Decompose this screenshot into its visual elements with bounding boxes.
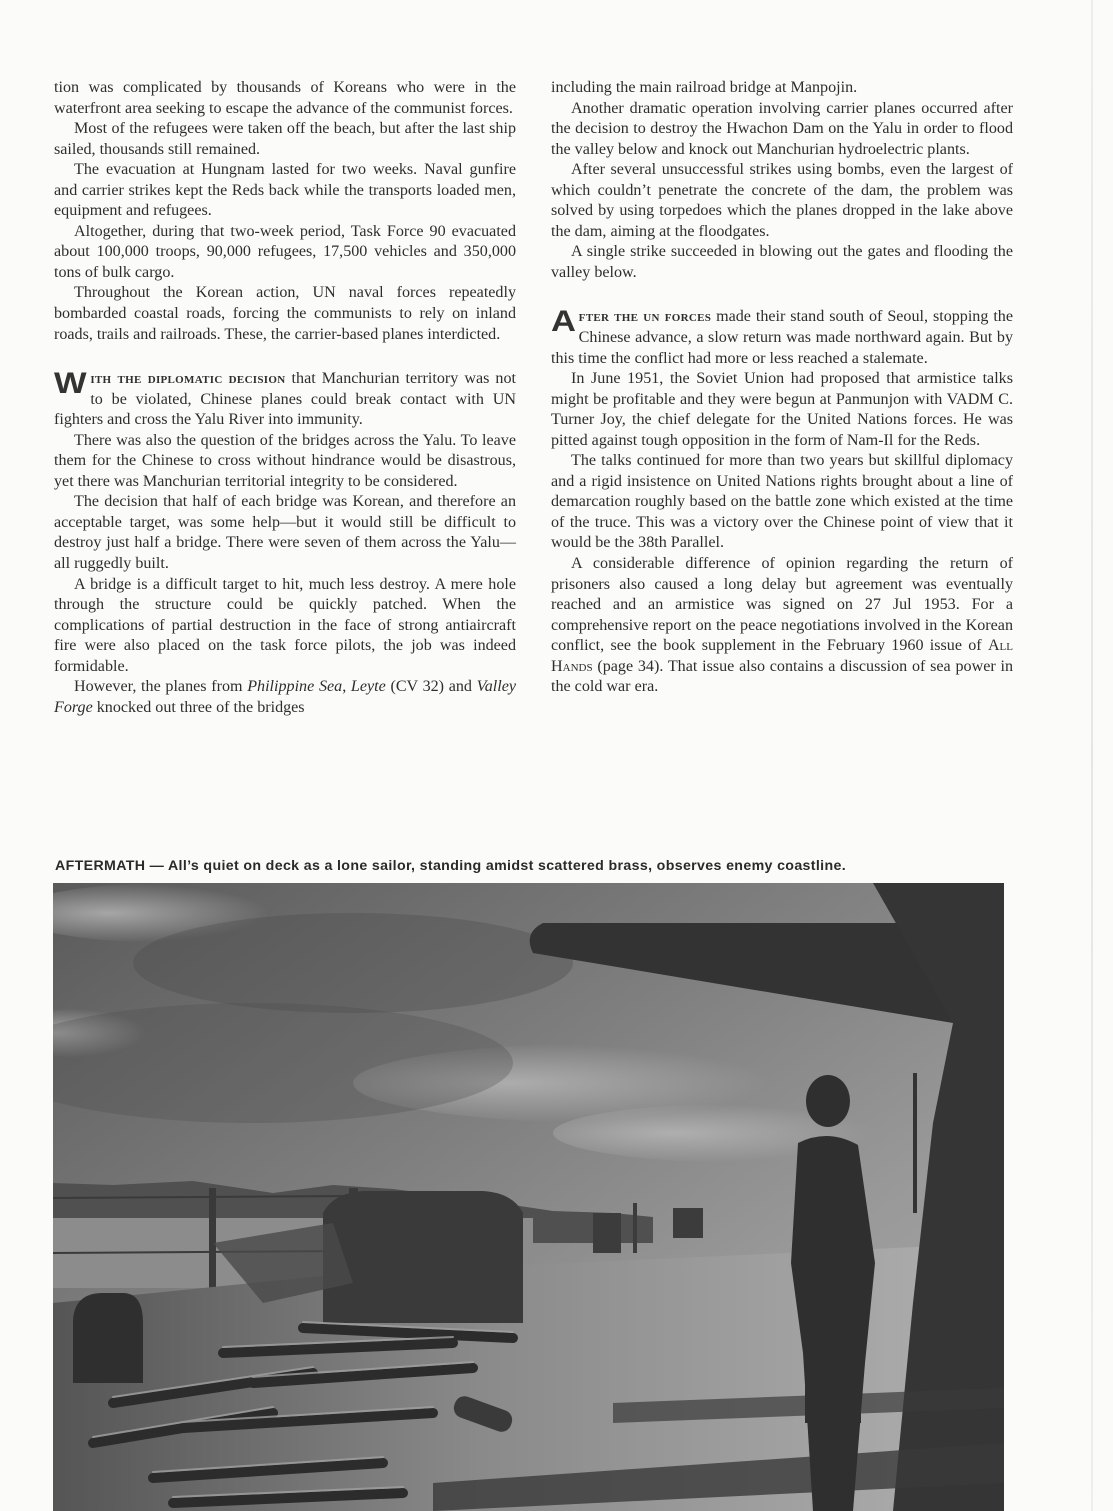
paragraph: The talks continued for more than two years but skillful diplomacy and a rigid insistence on United Nations rights brought about a line of demarcation roughly based on the battle zone which existed at the time of the truce. This was a victory over the Chinese point of view that it would be the 38th Parallel. [551,452,1013,552]
text-run: (page 34). That issue also contains a discussion of sea power in the cold war era. [551,657,1013,696]
ship-name: Philippine Sea [247,678,343,696]
paragraph: including the main railroad bridge at Manpojin. [551,79,858,96]
paragraph: Throughout the Korean action, UN naval forces repeatedly bombarded coastal roads, forcing the communists to rely on inland roads, trails and railroads. These, the carrier-based planes interdicted. [54,284,516,343]
lead-in-text: made their stand south of Seoul, stopping the Chinese advance, a slow return was made northward again. But by this time the conflict had more or less reached a stalemate. [551,308,1013,367]
drop-cap: W [54,367,87,401]
ship-name: Valley Forge [54,678,516,716]
paragraph: tion was complicated by thousands of Koreans who were in the waterfront area seeking to escape the advance of the communist forces. [54,79,516,117]
paragraph: After several unsuccessful strikes using bombs, even the largest of which couldn’t penetrate the concrete of the dam, the problem was solved by using torpedoes which the planes dropped in the lake above the dam, aiming at the floodgates. [551,161,1013,240]
lead-in-smallcaps: fter the un forces [578,309,712,326]
page-fold-line [1091,0,1093,1511]
paragraph: There was also the question of the bridges across the Yalu. To leave them for the Chinese to cross without hindrance would be disastrous, yet there was Manchurian territorial integrity to be considered. [54,431,516,490]
paragraph: In June 1951, the Soviet Union had proposed that armistice talks might be profitable and they were begun at Panmunjon with VADM C. Turner Joy, the chief delegate for the United Nations forces. He was pitted against tough opposition in the form of Nam-Il for the Reds. [551,370,1013,449]
paragraph: Another dramatic operation involving carrier planes occurred after the decision to destroy the Hwachon Dam on the Yalu in order to flood the valley below and knock out Manchurian hydroelectric plants. [551,99,1013,158]
lead-in-smallcaps: ith the diplomatic decision [90,371,286,388]
ship-name: Leyte [350,678,386,696]
right-column [551,78,1013,698]
left-column [54,78,516,718]
photo-illustration [53,883,1004,1511]
magazine-name: All Hands [551,637,1013,675]
photo-aftermath [53,883,1004,1511]
photo-caption: AFTERMATH — All’s quiet on deck as a lone sailor, standing amidst scattered brass, observes enemy coastline. [55,858,847,874]
paragraph [54,677,516,718]
paragraph: The evacuation at Hungnam lasted for two weeks. Naval gunfire and carrier strikes kept the Reds back while the transports loaded men, equipment and refugees. [54,161,516,220]
text-run: knocked out three of the bridges [92,698,305,716]
section-lead-paragraph [551,307,1013,369]
section-lead-paragraph [54,369,516,431]
paragraph: A bridge is a difficult target to hit, much less destroy. A mere hole through the structure could be quickly patched. When the complications of partial destruction in the face of strong antiaircraft fire were also placed on the task force pilots, the job was indeed formidable. [54,575,516,675]
text-run: A considerable difference of opinion regarding the return of prisoners also caused a long delay but agreement was eventually reached and an armistice was signed on 27 Jul 1953. For a comprehensive report on the peace negotiations involved in the Korean conflict, see the book supplement in the February 1960 issue of [551,555,1013,655]
text-run: , [342,678,351,696]
paragraph: A single strike succeeded in blowing out the gates and flooding the valley below. [551,243,1013,281]
paragraph: Altogether, during that two-week period, Task Force 90 evacuated about 100,000 troops, 90,000 refugees, 17,500 vehicles and 350,000 tons of bulk cargo. [54,222,516,281]
text-run: (CV 32) and [385,678,477,696]
paragraph: The decision that half of each bridge was Korean, and therefore an acceptable target, was some help—but it would still be difficult to destroy just half a bridge. There were seven of them across the Yalu—all ruggedly built. [54,493,516,573]
drop-cap: A [551,305,576,339]
paragraph: Most of the refugees were taken off the beach, but after the last ship sailed, thousands still remained. [54,120,516,158]
lead-in-text: that Manchurian territory was not to be violated, Chinese planes could break contact with UN fighters and cross the Yalu River into immunity. [54,370,516,429]
paragraph [551,554,1013,698]
text-run: However, the planes from [74,678,248,696]
